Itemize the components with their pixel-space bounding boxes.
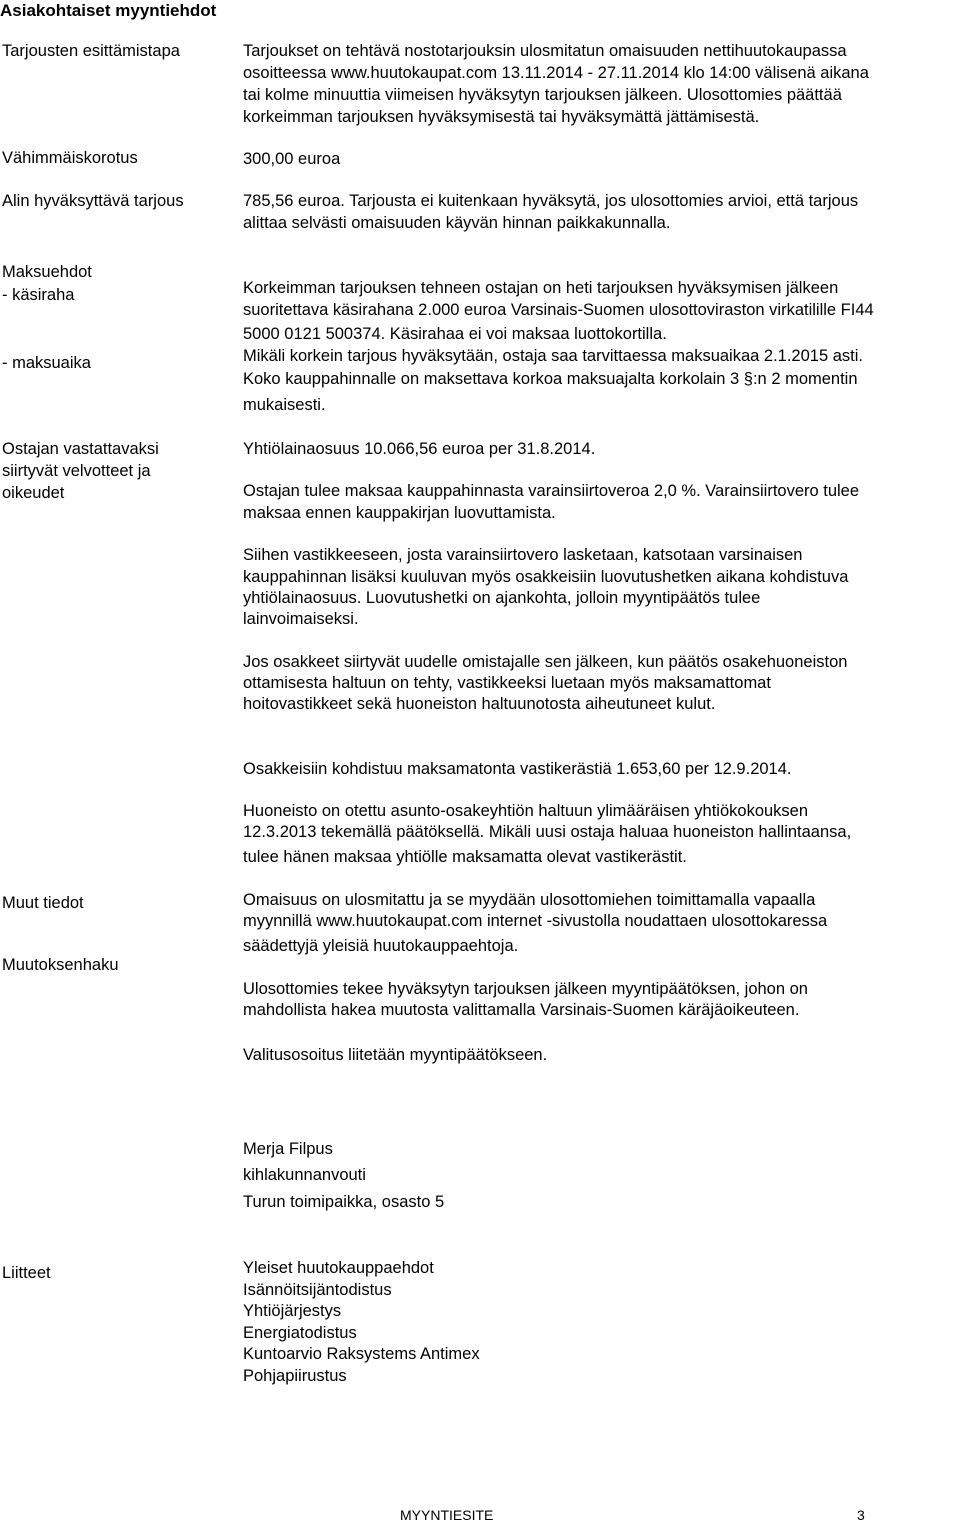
maksuaika-line-2: Koko kauppahinnalle on maksettava korkoa maksuajalta korkolain 3 §:n 2 momentin bbox=[243, 370, 858, 388]
vastike-line-4: lainvoimaiseksi. bbox=[243, 610, 359, 628]
label-maksuehdot: Maksuehdot bbox=[2, 263, 92, 281]
signature-office: Turun toimipaikka, osasto 5 bbox=[243, 1193, 445, 1211]
varainsiirtovero-line-2: maksaa ennen kauppakirjan luovuttamista. bbox=[243, 504, 556, 522]
jos-osakkeet-line-3: hoitovastikkeet sekä huoneiston haltuunotosta aiheutuneet kulut. bbox=[243, 695, 716, 713]
valitusosoitus: Valitusosoitus liitetään myyntipäätökseen. bbox=[243, 1046, 548, 1064]
yhtiolainaosuus: Yhtiölainaosuus 10.066,56 euroa per 31.8.2014. bbox=[243, 440, 596, 458]
vastike-line-1: Siihen vastikkeeseen, josta varainsiirtovero lasketaan, katsotaan varsinaisen bbox=[243, 546, 803, 564]
kasiraha-line-2: suoritettava käsirahana 2.000 euroa Varsinais-Suomen ulosottoviraston virkatilille FI44 bbox=[243, 301, 874, 319]
huoneisto-line-1: Huoneisto on otettu asunto-osakeyhtiön haltuun ylimääräisen yhtiökokouksen bbox=[243, 802, 809, 820]
jos-osakkeet-line-1: Jos osakkeet siirtyvät uudelle omistajalle sen jälkeen, kun päätös osakehuoneiston bbox=[243, 653, 848, 671]
label-maksuaika: - maksuaika bbox=[2, 354, 91, 372]
alin-tarjous-line-1: 785,56 euroa. Tarjousta ei kuitenkaan hyväksytä, jos ulosottomies arvioi, että tarjous bbox=[243, 192, 859, 210]
alin-tarjous-line-2: alittaa selvästi omaisuuden käyvän hinnan paikkakunnalla. bbox=[243, 214, 671, 232]
huoneisto-line-3: tulee hänen maksaa yhtiölle maksamatta olevat vastikerästit. bbox=[243, 848, 687, 866]
tarjoukset-line-1: Tarjoukset on tehtävä nostotarjouksin ulosmitatun omaisuuden nettihuutokaupassa bbox=[243, 42, 847, 60]
huoneisto-line-2: 12.3.2013 tekemällä päätöksellä. Mikäli uusi ostaja haluaa huoneiston hallintaansa, bbox=[243, 823, 852, 841]
vastike-line-3: yhtiölainaosuus. Luovutushetki on ajankohta, jolloin myyntipäätös tulee bbox=[243, 589, 761, 607]
footer-doc-name: MYYNTIESITE bbox=[400, 1507, 494, 1523]
tarjoukset-line-3: tai kolme minuuttia viimeisen hyväksytyn tarjouksen jälkeen. Ulosottomies päättää bbox=[243, 86, 842, 104]
label-liitteet: Liitteet bbox=[2, 1264, 51, 1282]
muut-tiedot-line-1: Omaisuus on ulosmitattu ja se myydään ulosottomiehen toimittamalla vapaalla bbox=[243, 891, 816, 909]
liite-item: Pohjapiirustus bbox=[243, 1367, 347, 1385]
label-ostajan-vastattavaksi-3: oikeudet bbox=[2, 484, 65, 502]
maksuaika-line-3: mukaisesti. bbox=[243, 396, 326, 414]
liite-item: Yhtiöjärjestys bbox=[243, 1302, 342, 1320]
liite-item: Yleiset huutokauppaehdot bbox=[243, 1259, 434, 1277]
kasiraha-line-3: 5000 0121 500374. Käsirahaa ei voi maksaa luottokortilla. bbox=[243, 325, 667, 343]
varainsiirtovero-line-1: Ostajan tulee maksaa kauppahinnasta varainsiirtoveroa 2,0 %. Varainsiirtovero tulee bbox=[243, 482, 860, 500]
label-muut-tiedot: Muut tiedot bbox=[2, 894, 84, 912]
footer-page-number: 3 bbox=[857, 1507, 865, 1523]
maksuaika-line-1: Mikäli korkein tarjous hyväksytään, ostaja saa tarvittaessa maksuaikaa 2.1.2015 asti. bbox=[243, 347, 863, 365]
kasiraha-line-1: Korkeimman tarjouksen tehneen ostajan on heti tarjouksen hyväksymisen jälkeen bbox=[243, 279, 839, 297]
osakkeisiin-vastikerasti: Osakkeisiin kohdistuu maksamatonta vastikerästiä 1.653,60 per 12.9.2014. bbox=[243, 760, 792, 778]
page-title: Asiakohtaiset myyntiehdot bbox=[0, 1, 217, 20]
label-ostajan-vastattavaksi-1: Ostajan vastattavaksi bbox=[2, 440, 159, 458]
liite-item: Isännöitsijäntodistus bbox=[243, 1281, 392, 1299]
label-kasiraha: - käsiraha bbox=[2, 286, 75, 304]
muut-tiedot-line-3: säädettyjä yleisiä huutokauppaehtoja. bbox=[243, 937, 519, 955]
signature-role: kihlakunnanvouti bbox=[243, 1166, 366, 1184]
label-tarjousten-esittamistapa: Tarjousten esittämistapa bbox=[2, 42, 180, 60]
muutoksenhaku-line-1: Ulosottomies tekee hyväksytyn tarjouksen jälkeen myyntipäätöksen, johon on bbox=[243, 980, 808, 998]
tarjoukset-line-4: korkeimman tarjouksen hyväksymisestä tai hyväksymättä jättämisestä. bbox=[243, 108, 760, 126]
label-ostajan-vastattavaksi-2: siirtyvät velvotteet ja bbox=[2, 462, 151, 480]
muutoksenhaku-line-2: mahdollista hakea muutosta valittamalla Varsinais-Suomen käräjäoikeuteen. bbox=[243, 1001, 800, 1019]
label-muutoksenhaku: Muutoksenhaku bbox=[2, 956, 119, 974]
muut-tiedot-line-2: myynnillä www.huutokaupat.com internet -sivustolla noudattaen ulosottokaressa bbox=[243, 912, 828, 930]
liite-item: Energiatodistus bbox=[243, 1324, 357, 1342]
label-vahimmaiskorotus: Vähimmäiskorotus bbox=[2, 149, 138, 167]
label-alin-hyvaksyttava-tarjous: Alin hyväksyttävä tarjous bbox=[2, 192, 184, 210]
vahimmaiskorotus-value: 300,00 euroa bbox=[243, 150, 341, 168]
jos-osakkeet-line-2: ottamisesta haltuun on tehty, vastikkeeksi luetaan myös maksamattomat bbox=[243, 674, 771, 692]
signature-name: Merja Filpus bbox=[243, 1140, 333, 1158]
tarjoukset-line-2: osoitteessa www.huutokaupat.com 13.11.2014 - 27.11.2014 klo 14:00 välisenä aikana bbox=[243, 64, 869, 82]
liite-item: Kuntoarvio Raksystems Antimex bbox=[243, 1345, 480, 1363]
vastike-line-2: kauppahinnan lisäksi kuuluvan myös osakkeisiin luovutushetken aikana kohdistuva bbox=[243, 568, 849, 586]
